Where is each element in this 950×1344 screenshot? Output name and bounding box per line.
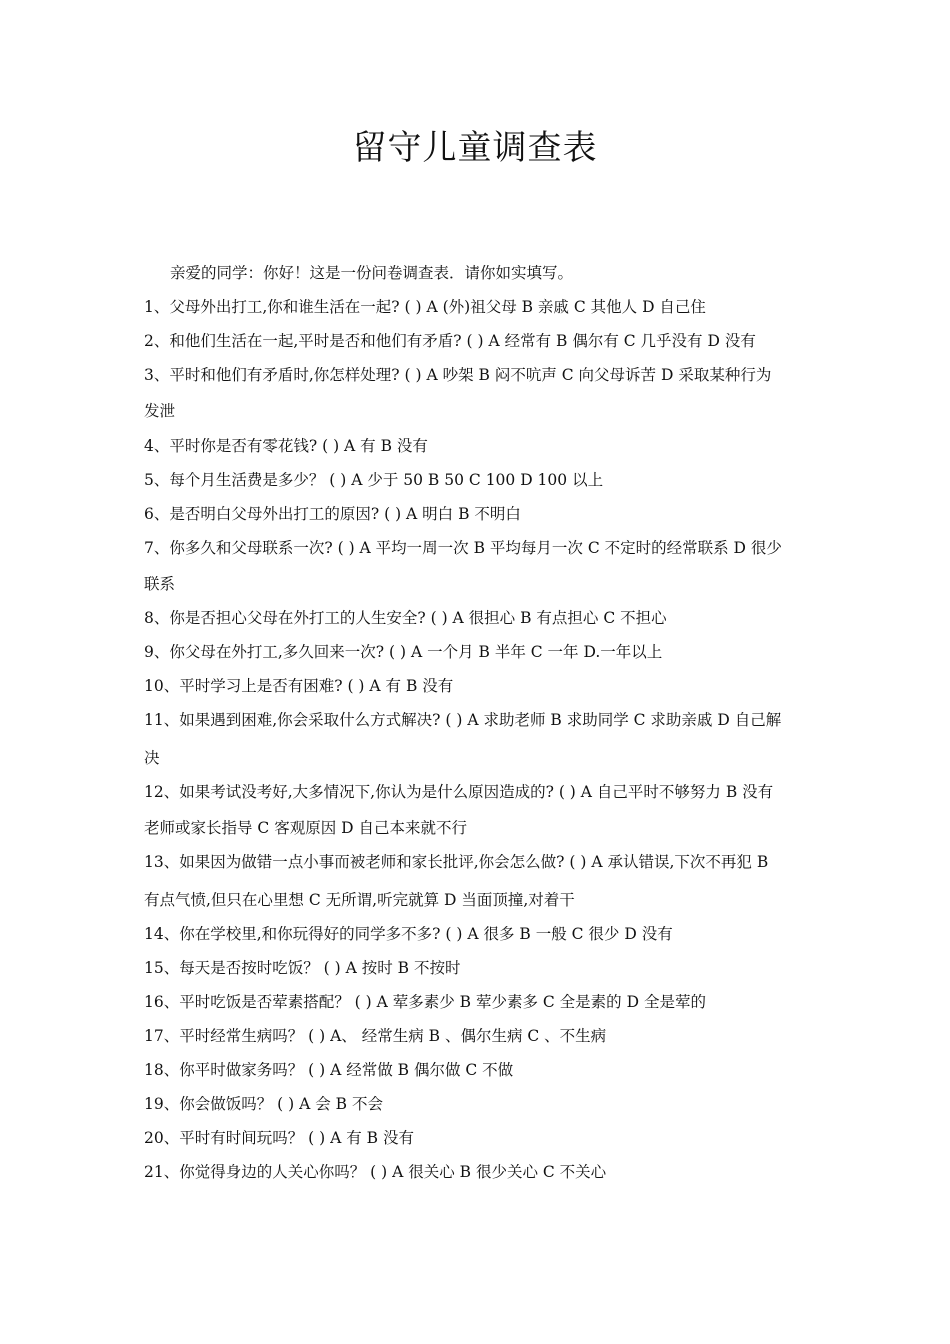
question-line: 有点气愤,但只在心里想 C 无所谓,听完就算 D 当面顶撞,对着干 [144, 891, 575, 909]
question-line: 发泄 [144, 402, 176, 420]
question-line: 1、父母外出打工,你和谁生活在一起? ( ) A (外)祖父母 B 亲戚 C 其他人 D 自己住 [144, 298, 706, 316]
question-line: 9、你父母在外打工,多久回来一次? ( ) A 一个月 B 半年 C 一年 D.一年以上 [144, 643, 663, 661]
question-line: 21、你觉得身边的人关心你吗？ ( ) A 很关心 B 很少关心 C 不关心 [144, 1163, 607, 1181]
question-line: 5、每个月生活费是多少？ ( ) A 少于 50 B 50 C 100 D 100 以上 [144, 471, 604, 489]
question-line: 决 [144, 749, 160, 767]
question-line: 8、你是否担心父母在外打工的人生安全? ( ) A 很担心 B 有点担心 C 不担心 [144, 609, 667, 627]
question-line: 4、平时你是否有零花钱? ( ) A 有 B 没有 [144, 437, 428, 455]
question-line: 19、你会做饭吗？ ( ) A 会 B 不会 [144, 1095, 383, 1113]
question-line: 10、平时学习上是否有困难? ( ) A 有 B 没有 [144, 677, 454, 695]
page-title: 留守儿童调查表 [352, 128, 598, 168]
question-line: 11、如果遇到困难,你会采取什么方式解决? ( ) A 求助老师 B 求助同学 C 求助亲戚 D 自己解 [144, 711, 782, 729]
question-line: 13、如果因为做错一点小事而被老师和家长批评,你会怎么做? ( ) A 承认错误,下次不再犯 B [144, 853, 769, 871]
question-line: 联系 [144, 575, 176, 593]
question-line: 18、你平时做家务吗？ ( ) A 经常做 B 偶尔做 C 不做 [144, 1061, 514, 1079]
intro-text: 亲爱的同学：你好！这是一份问卷调查表．请你如实填写。 [170, 264, 574, 282]
question-line: 16、平时吃饭是否荤素搭配？ ( ) A 荤多素少 B 荤少素多 C 全是素的 D 全是荤的 [144, 993, 706, 1011]
question-line: 2、和他们生活在一起,平时是否和他们有矛盾? ( ) A 经常有 B 偶尔有 C 几乎没有 D 没有 [144, 332, 756, 350]
question-line: 17、平时经常生病吗？ ( ) A、 经常生病 B 、偶尔生病 C 、不生病 [144, 1027, 607, 1045]
question-line: 老师或家长指导 C 客观原因 D 自己本来就不行 [144, 819, 467, 837]
question-line: 15、每天是否按时吃饭？ ( ) A 按时 B 不按时 [144, 959, 461, 977]
question-line: 3、平时和他们有矛盾时,你怎样处理? ( ) A 吵架 B 闷不吭声 C 向父母诉苦 D 采取某种行为 [144, 366, 772, 384]
question-line: 6、是否明白父母外出打工的原因? ( ) A 明白 B 不明白 [144, 505, 521, 523]
question-line: 12、如果考试没考好,大多情况下,你认为是什么原因造成的? ( ) A 自己平时不够努力 B 没有 [144, 783, 774, 801]
question-line: 14、你在学校里,和你玩得好的同学多不多? ( ) A 很多 B 一般 C 很少 D 没有 [144, 925, 673, 943]
question-line: 20、平时有时间玩吗？ ( ) A 有 B 没有 [144, 1129, 414, 1147]
question-line: 7、你多久和父母联系一次? ( ) A 平均一周一次 B 平均每月一次 C 不定时的经常联系 D 很少 [144, 539, 782, 557]
